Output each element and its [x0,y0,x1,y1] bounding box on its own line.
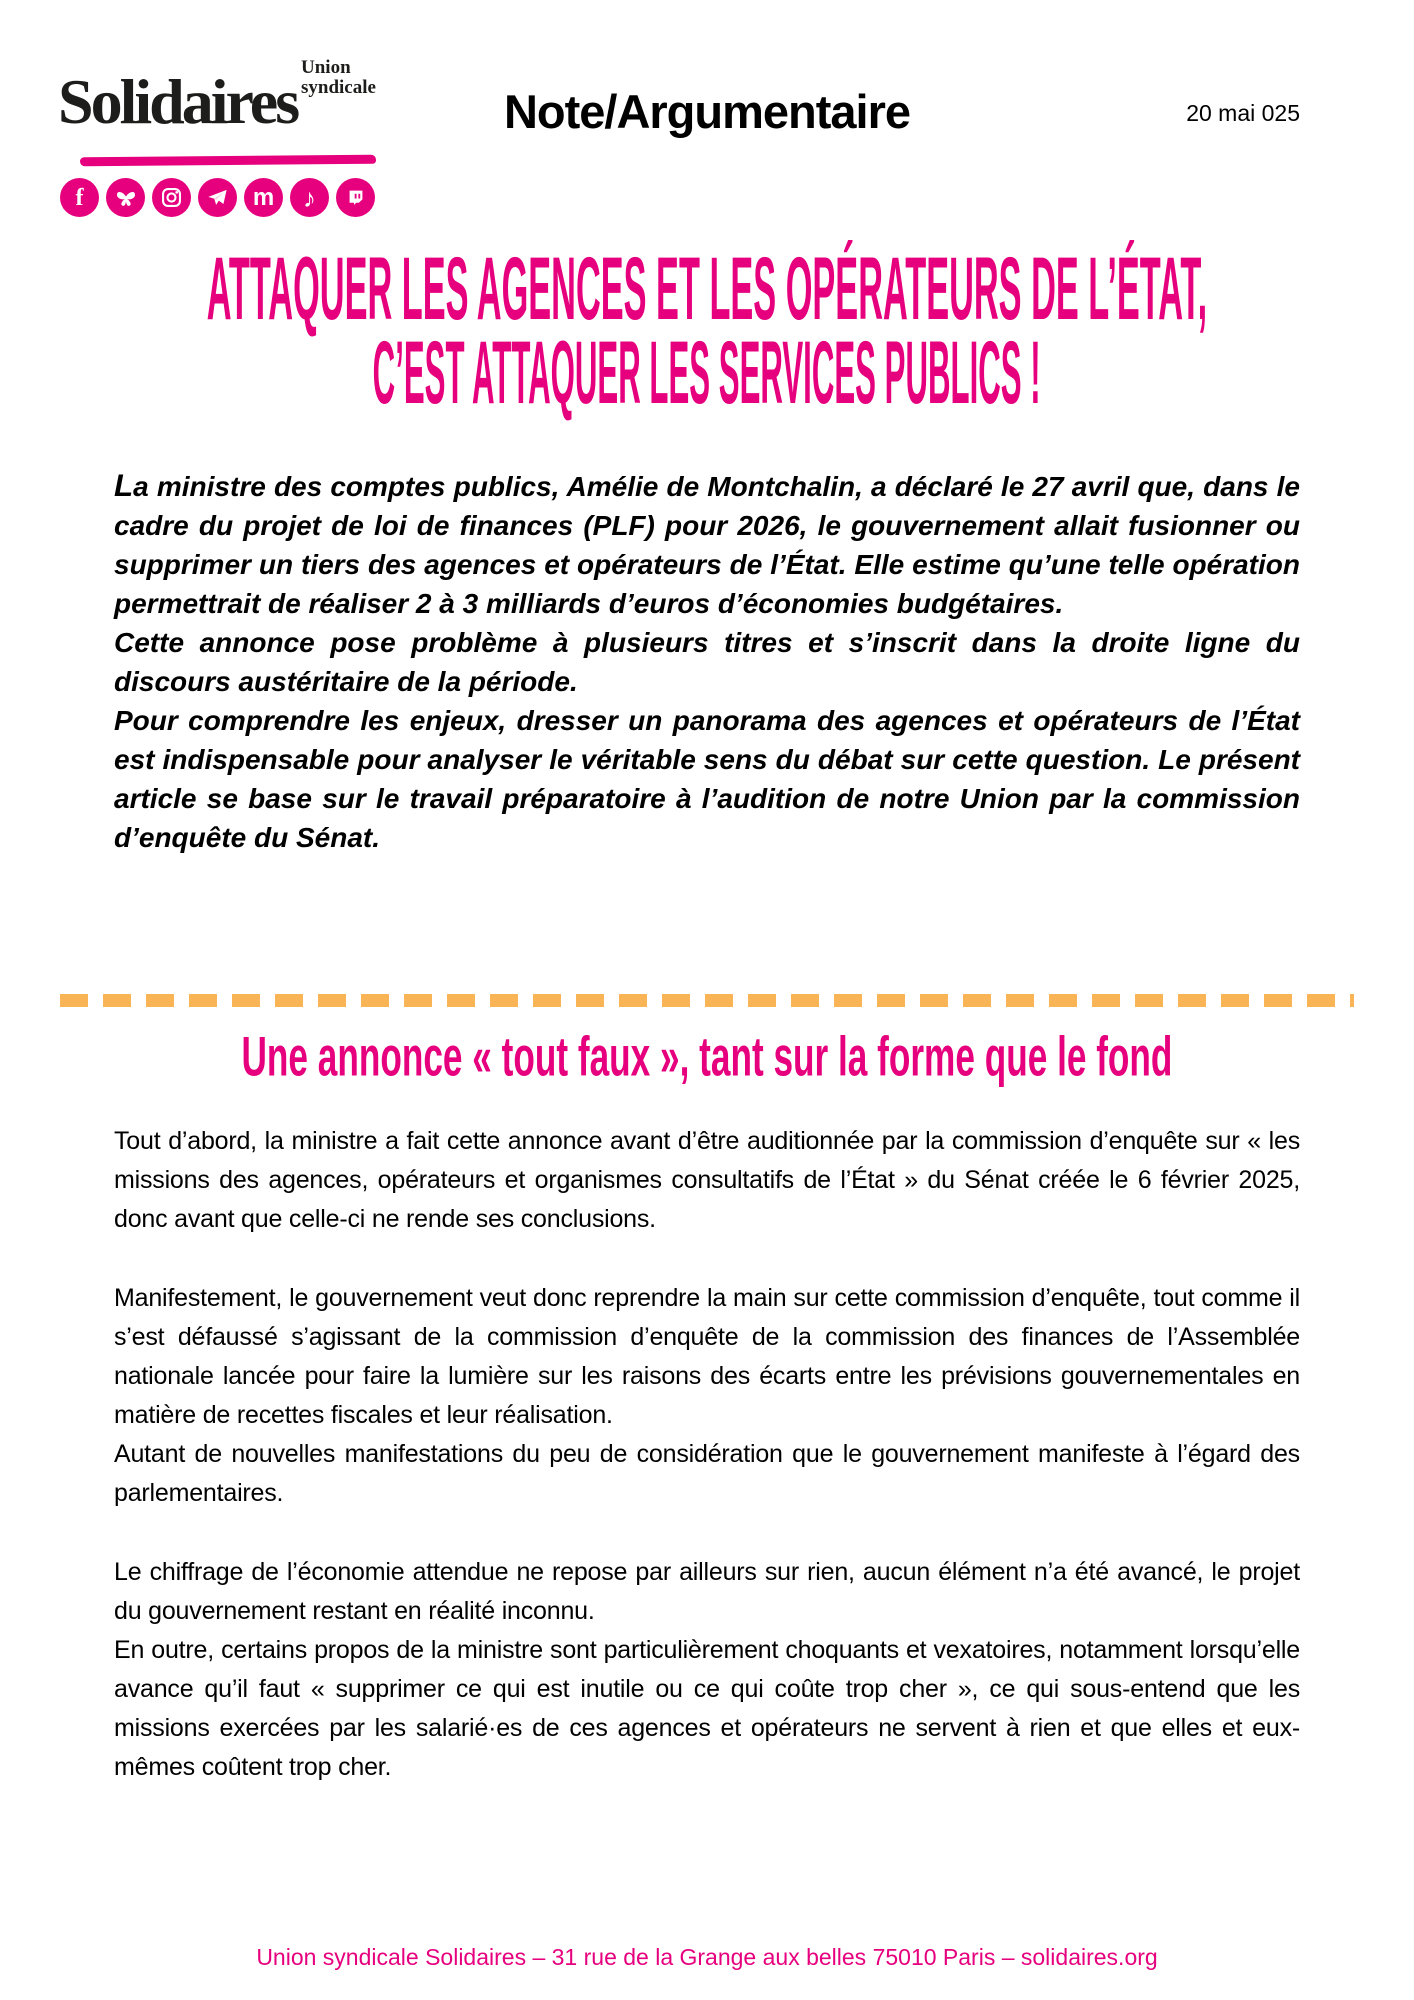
body-paragraph: En outre, certains propos de la ministre sont particulièrement choquants et vexatoires, notamment lorsqu’elle avance qu’il faut « supprimer ce qui est inutile ou ce qui coûte trop cher », ce qui sous-entend que les missions exercées par les salarié·es de ces agences et opérateurs ne servent à rien et que elles et eux-mêmes coûtent trop cher. [114,1636,1300,1781]
logo-union-line2: syndicale [301,77,376,98]
body-paragraph: Le chiffrage de l’économie attendue ne repose par ailleurs sur rien, aucun élément n’a été avancé, le projet du gouvernement restant en réalité inconnu. [114,1558,1300,1625]
social-icons-row [60,178,375,217]
body-paragraph: Manifestement, le gouvernement veut donc reprendre la main sur cette commission d’enquête, tout comme il s’est défaussé s’agissant de la commission d’enquête de la commission des finances de l’Assemblée nationale lancée pour faire la lumière sur les raisons des écarts entre les prévisions gouvernementales en matière de recettes fiscales et leur réalisation. [114,1284,1300,1429]
headline-line-2: C’EST ATTAQUER LES SERVICES PUBLICS ! [373,324,1041,424]
telegram-icon[interactable] [198,178,237,217]
tiktok-icon[interactable]: ♪ [290,178,329,217]
section-divider [60,994,1354,1007]
bluesky-icon[interactable] [106,178,145,217]
doc-type-title: Note/Argumentaire [503,85,911,138]
body-paragraph: Tout d’abord, la ministre a fait cette annonce avant d’être auditionnée par la commission d’enquête sur « les missions des agences, opérateurs et organismes consultatifs de l’État » du Sénat créée le 6 février 2025, donc avant que celle-ci ne rende ses conclusions. [114,1127,1300,1233]
body-paragraph: Autant de nouvelles manifestations du peu de considération que le gouvernement manifeste à l’égard des parlementaires. [114,1440,1300,1507]
twitch-icon[interactable] [336,178,375,217]
intro-section [114,466,1300,857]
solidaires-logo: Solidaires [58,66,298,137]
headline-line-1: ATTAQUER LES AGENCES ET LES OPÉRATEURS DE L’ÉTAT, [206,240,1208,340]
intro-paragraph: Cette annonce pose problème à plusieurs titres et s’inscrit dans la droite ligne du discours austéritaire de la période. [114,627,1300,697]
mastodon-icon[interactable]: m [244,178,283,217]
intro-paragraph: La ministre des comptes publics, Amélie de Montchalin, a déclaré le 27 avril que, dans le cadre du projet de loi de finances (PLF) pour 2026, le gouvernement allait fusionner ou supprimer un tiers des agences et opérateurs de l’État. Elle estime qu’une telle opération permettrait de réaliser 2 à 3 milliards d’euros d’économies budgétaires. [114,468,1300,619]
logo-pink-underline [80,155,376,167]
intro-paragraph: Pour comprendre les enjeux, dresser un panorama des agences et opérateurs de l’État est indispensable pour analyser le véritable sens du débat sur cette question. Le présent article se base sur le travail préparatoire à l’audition de notre Union par la commission d’enquête du Sénat. [114,705,1300,853]
body-section [114,1122,1300,1787]
doc-date: 20 mai 025 [1186,100,1300,126]
footer-address: Union syndicale Solidaires – 31 rue de la Grange aux belles 75010 Paris – solidaires.org [256,1944,1158,1970]
section-heading: Une annonce « tout faux », tant sur la forme que le fond [241,1026,1173,1088]
main-headline [0,240,1414,424]
instagram-icon[interactable] [152,178,191,217]
facebook-icon[interactable]: f [60,178,99,217]
logo-union-line1: Union [301,57,351,78]
